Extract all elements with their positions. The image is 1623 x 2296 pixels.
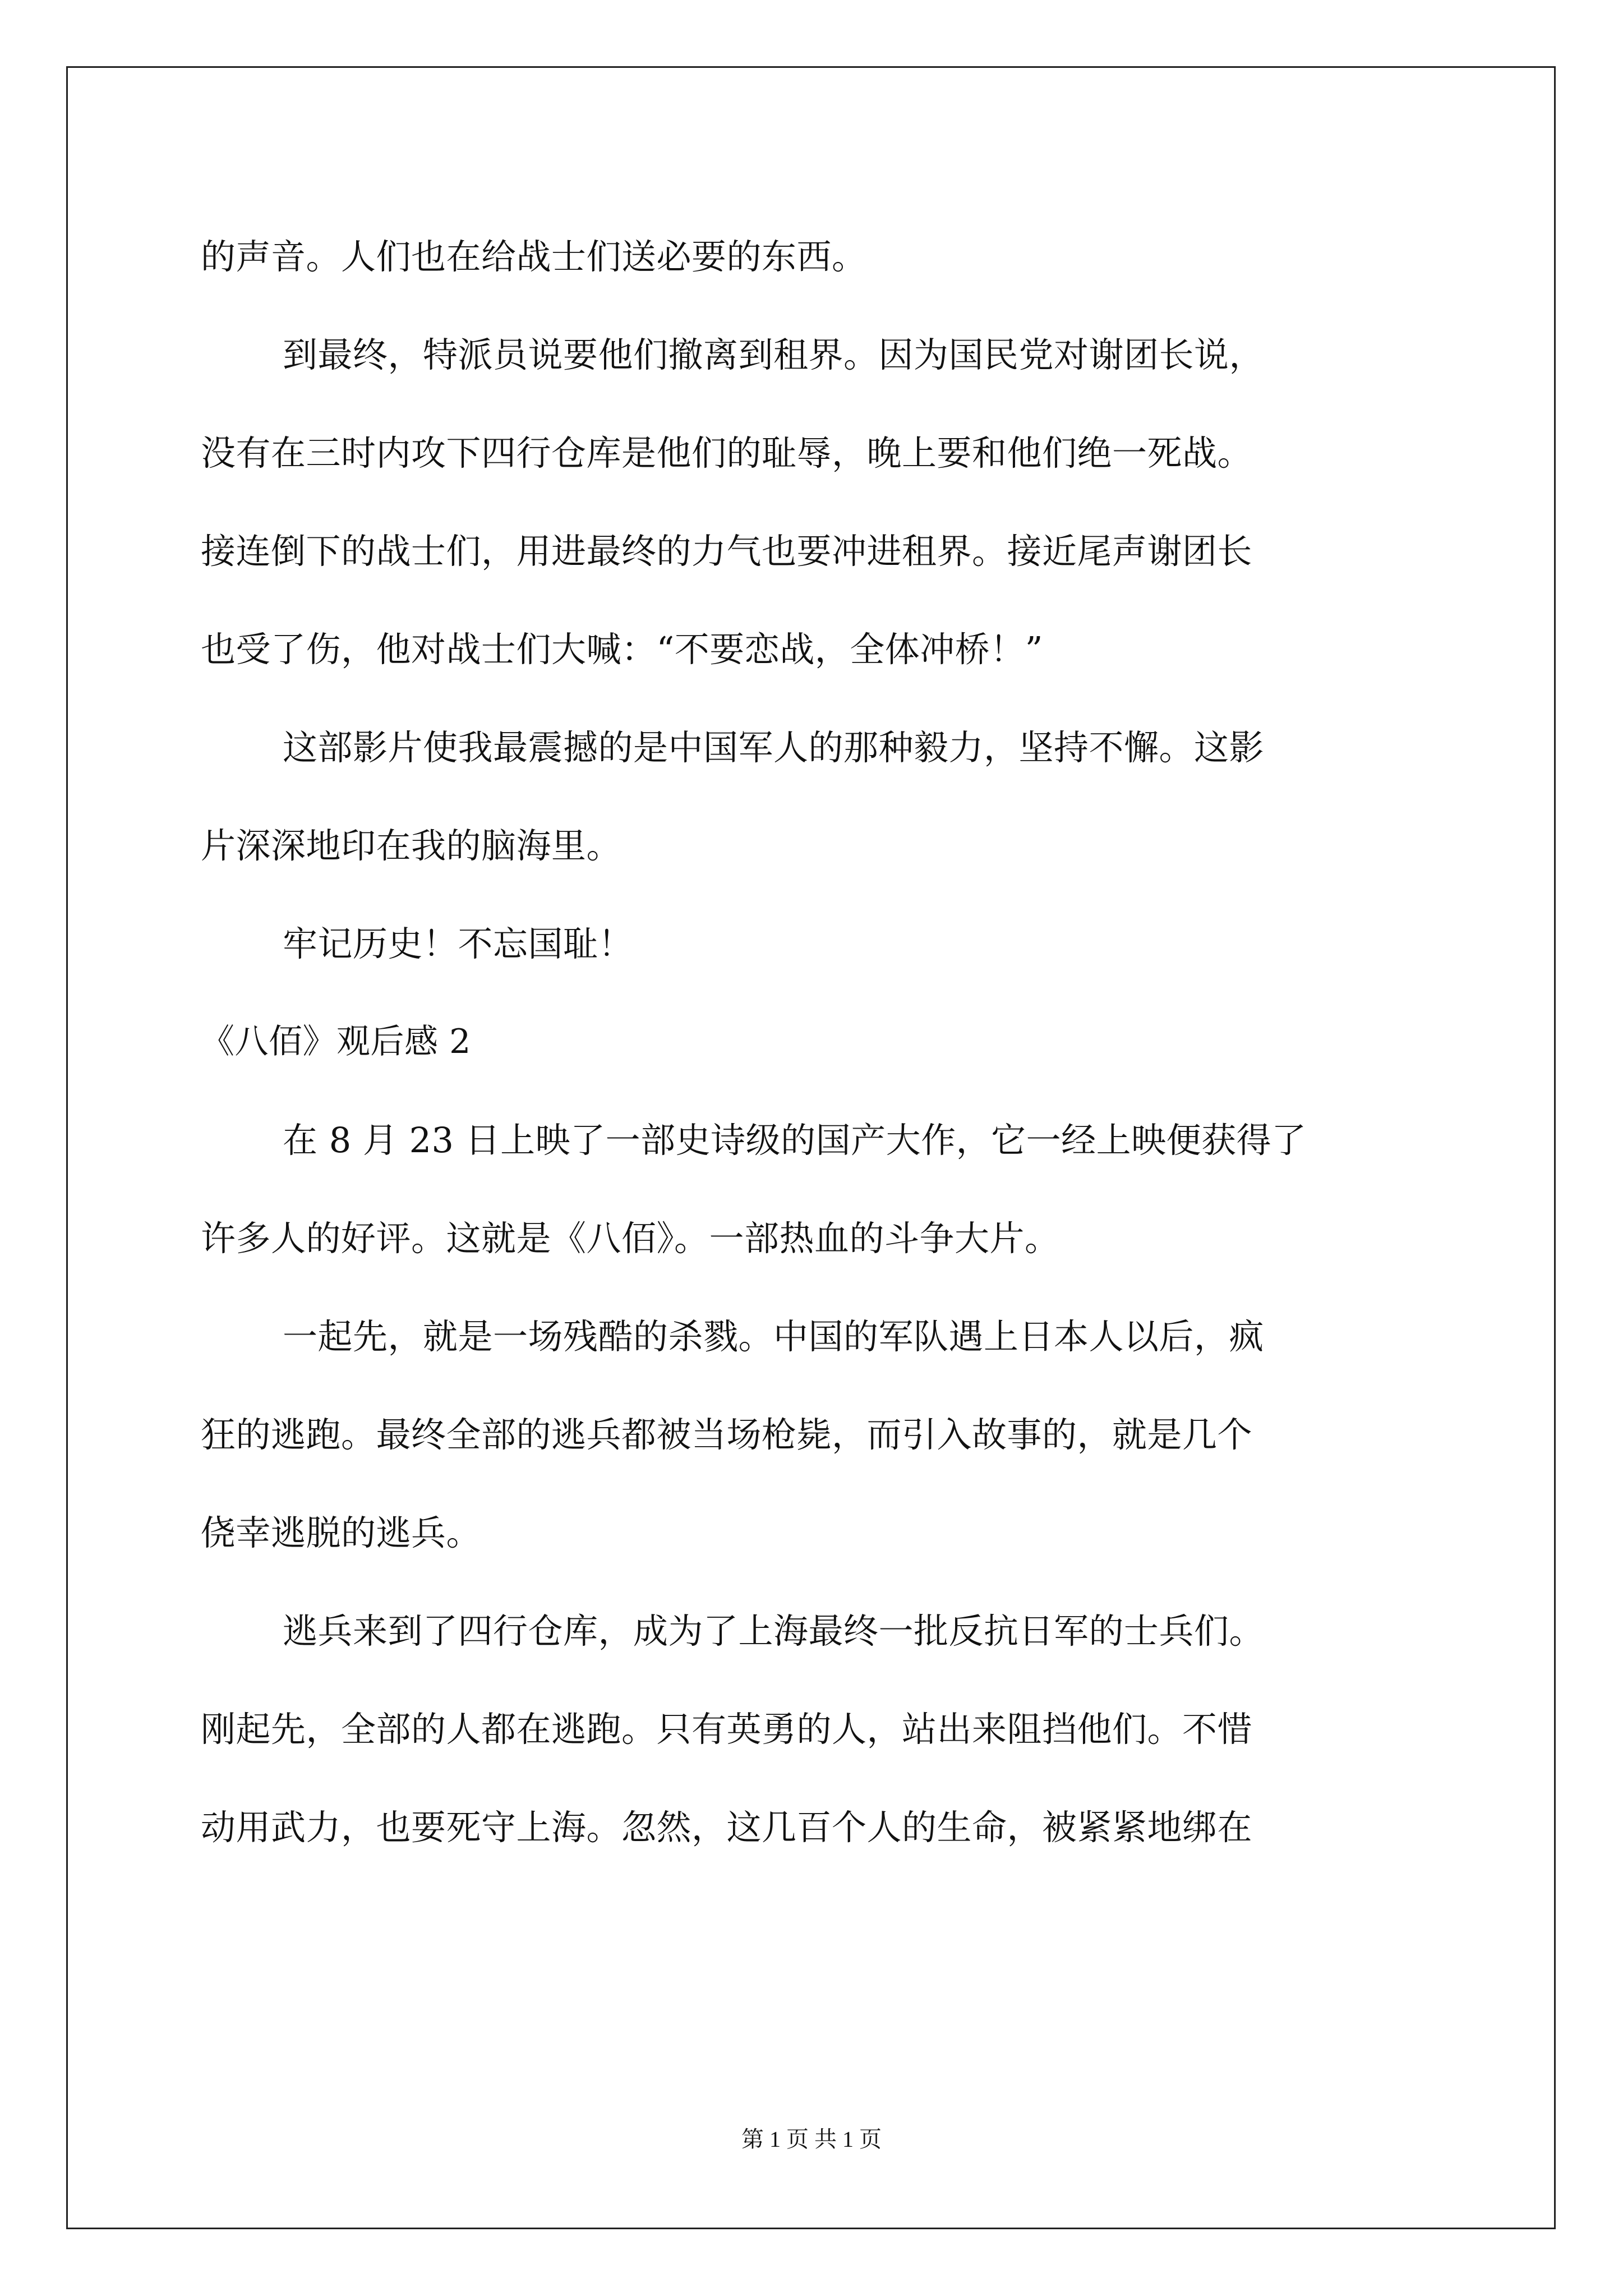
text-line: 到最终，特派员说要他们撤离到租界。因为国民党对谢团长说， xyxy=(283,334,1265,375)
text-line: 刚起先，全部的人都在逃跑。只有英勇的人，站出来阻挡他们。不惜 xyxy=(201,1709,1253,1750)
page-footer xyxy=(0,2122,1623,2154)
text-line: 动用武力，也要死守上海。忽然，这几百个人的生命，被紧紧地绑在 xyxy=(201,1807,1253,1848)
text-line: 接连倒下的战士们，用进最终的力气也要冲进租界。接近尾声谢团长 xyxy=(201,531,1253,572)
text-line: 一起先，就是一场残酷的杀戮。中国的军队遇上日本人以后，疯 xyxy=(283,1316,1265,1357)
text-line: 没有在三时内攻下四行仓库是他们的耻辱，晚上要和他们绝一死战。 xyxy=(201,432,1253,473)
text-line: 的声音。人们也在给战士们送必要的东西。 xyxy=(201,236,867,277)
text-line: 这部影片使我最震撼的是中国军人的那种毅力，坚持不懈。这影 xyxy=(283,727,1265,768)
text-line: 狂的逃跑。最终全部的逃兵都被当场枪毙，而引入故事的，就是几个 xyxy=(201,1414,1253,1455)
page-number-label: 第 1 页 共 1 页 xyxy=(741,2127,882,2152)
text-line: 许多人的好评。这就是《八佰》。一部热血的斗争大片。 xyxy=(201,1218,1060,1259)
section-heading: 《八佰》观后感 2 xyxy=(201,1022,471,1061)
text-line: 也受了伤，他对战士们大喊：“不要恋战，全体冲桥！” xyxy=(201,629,1043,670)
text-line: 逃兵来到了四行仓库，成为了上海最终一批反抗日军的士兵们。 xyxy=(283,1611,1265,1651)
text-line: 在 8 月 23 日上映了一部史诗级的国产大作，它一经上映便获得了 xyxy=(283,1120,1307,1161)
text-line: 牢记历史！不忘国耻！ xyxy=(283,923,634,964)
text-line: 侥幸逃脱的逃兵。 xyxy=(201,1512,482,1553)
text-line: 片深深地印在我的脑海里。 xyxy=(201,825,622,866)
document-body xyxy=(201,208,1423,1876)
